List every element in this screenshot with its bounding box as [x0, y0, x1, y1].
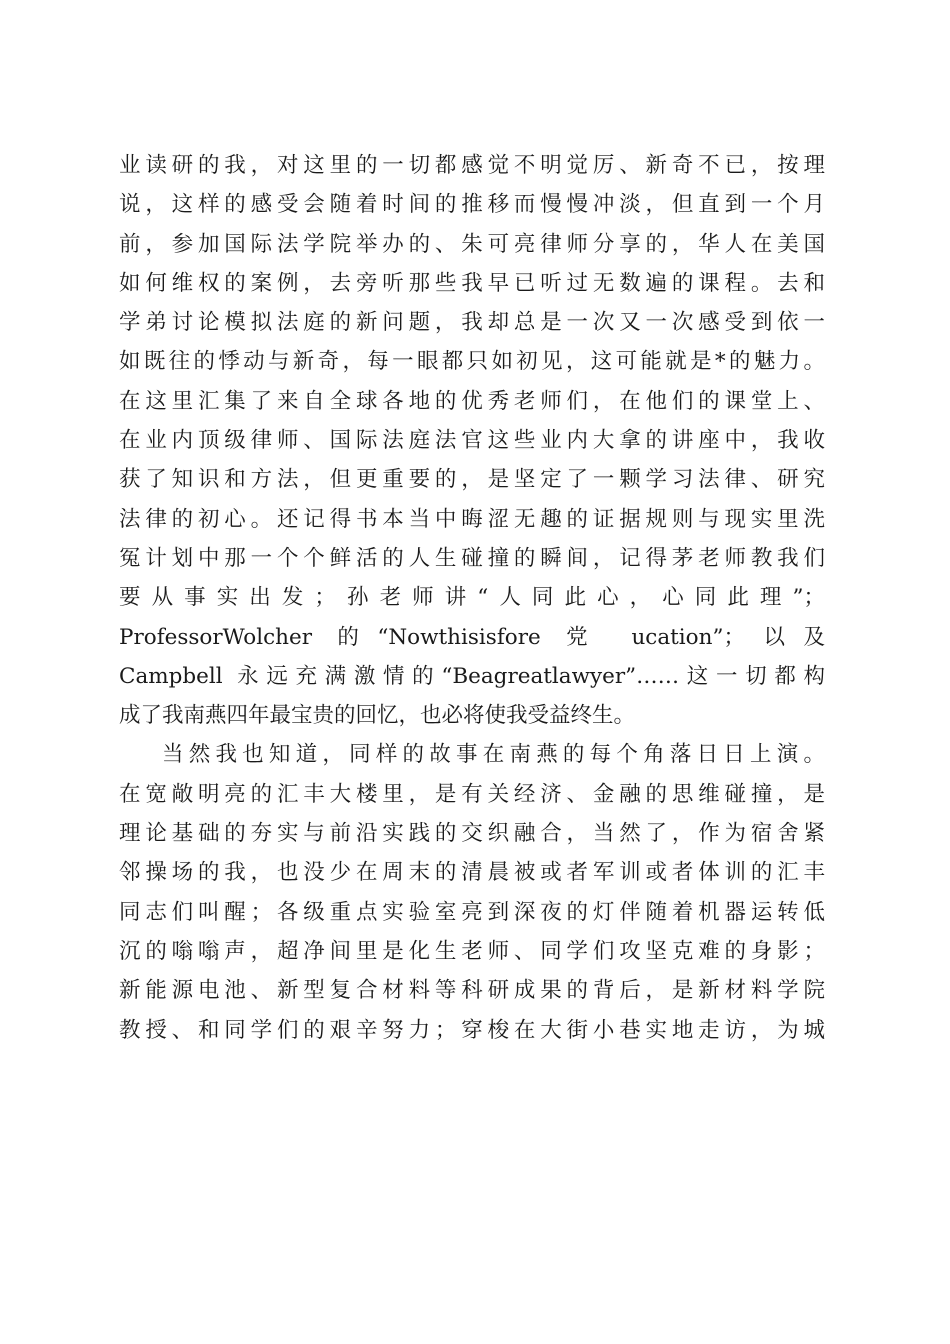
text-line: Campbell 永远充满激情的“Beagreatlawyer”……这一切都构: [119, 663, 825, 689]
text-line: ProfessorWolcher 的“Nowthisisfore 党 ucation”；以及: [119, 624, 825, 650]
text-line: 如既往的悸动与新奇，每一眼都只如初见，这可能就是*的魅力。: [119, 349, 825, 375]
paragraph-end-line: 成了我南燕四年最宝贵的回忆，也必将使我受益终生。: [119, 703, 636, 729]
text-line: 在宽敞明亮的汇丰大楼里，是有关经济、金融的思维碰撞，是: [119, 781, 825, 807]
text-line: 在这里汇集了来自全球各地的优秀老师们，在他们的课堂上、: [119, 388, 825, 414]
text-line: 在业内顶级律师、国际法庭法官这些业内大拿的讲座中，我收: [119, 428, 825, 454]
text-line: 业读研的我，对这里的一切都感觉不明觉厉、新奇不已，按理: [119, 153, 825, 178]
paragraph-start-line: 当然我也知道，同样的故事在南燕的每个角落日日上演。: [162, 742, 825, 768]
text-line: 邻操场的我，也没少在周末的清晨被或者军训或者体训的汇丰: [119, 860, 825, 886]
text-line: 要从事实出发；孙老师讲“人同此心，心同此理”；: [119, 585, 825, 611]
text-line: 教授、和同学们的艰辛努力；穿梭在大街小巷实地走访，为城: [119, 1017, 825, 1043]
text-line: 获了知识和方法，但更重要的，是坚定了一颗学习法律、研究: [119, 467, 825, 493]
text-line: 沉的嗡嗡声，超净间里是化生老师、同学们攻坚克难的身影；: [119, 938, 825, 964]
text-line: 前，参加国际法学院举办的、朱可亮律师分享的，华人在美国: [119, 231, 825, 257]
text-line: 同志们叫醒；各级重点实验室亮到深夜的灯伴随着机器运转低: [119, 899, 825, 925]
text-line: 理论基础的夯实与前沿实践的交织融合，当然了，作为宿舍紧: [119, 821, 825, 847]
document-body: [119, 146, 825, 1050]
text-line: 冤计划中那一个个鲜活的人生碰撞的瞬间，记得茅老师教我们: [119, 545, 825, 571]
text-line: 法律的初心。还记得书本当中晦涩无趣的证据规则与现实里洗: [119, 506, 825, 532]
text-line: 如何维权的案例，去旁听那些我早已听过无数遍的课程。去和: [119, 270, 825, 296]
text-line: 学弟讨论模拟法庭的新问题，我却总是一次又一次感受到依一: [119, 310, 825, 336]
text-line: 新能源电池、新型复合材料等科研成果的背后，是新材料学院: [119, 978, 825, 1004]
text-line: 说，这样的感受会随着时间的推移而慢慢冲淡，但直到一个月: [119, 192, 825, 218]
